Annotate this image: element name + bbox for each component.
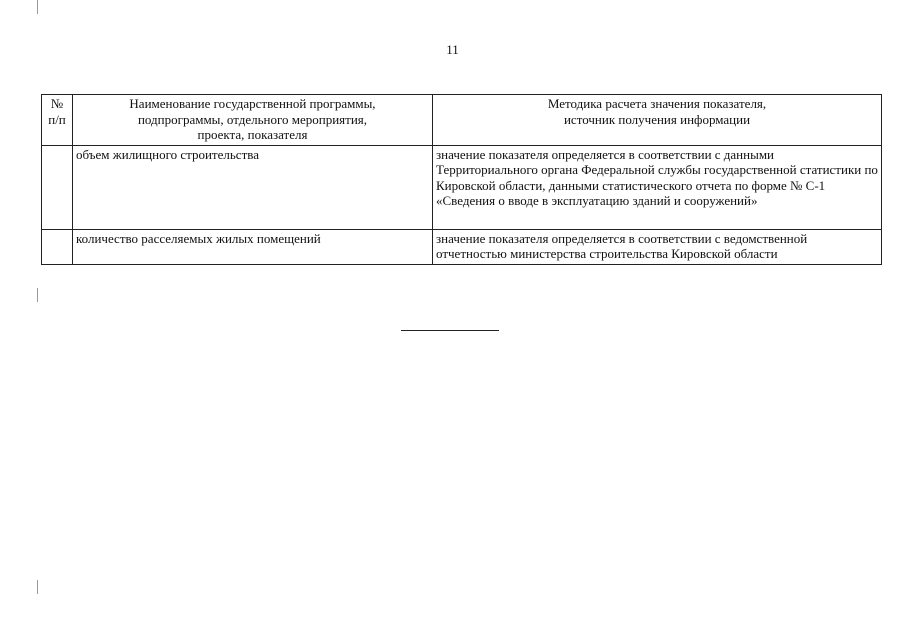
row-number-cell (42, 145, 73, 229)
method-cell (433, 145, 882, 229)
row-number-cell (42, 229, 73, 264)
header-name (73, 95, 433, 146)
indicator-name: количество расселяемых жилых помещений (76, 230, 321, 246)
header-number-label: № п/п (48, 96, 66, 127)
header-method (433, 95, 882, 146)
table-row (42, 229, 882, 264)
method-text: значение показателя определяется в соответствии с данными Территориального органа Федеральной службы государственной статистики по Кировской области, данными статистического отчета по форме № С-1 «Сведения о вводе в эксплуатацию зданий и сооружений» (436, 146, 878, 208)
scan-edge-mark (37, 580, 38, 594)
indicator-name-cell (73, 145, 433, 229)
table-row (42, 145, 882, 229)
header-number (42, 95, 73, 146)
indicator-methodology-table (41, 94, 882, 265)
table-header-row (42, 95, 882, 146)
indicator-name-cell (73, 229, 433, 264)
method-cell (433, 229, 882, 264)
indicator-name: объем жилищного строительства (76, 146, 259, 162)
page-number: 11 (446, 42, 459, 57)
header-method-label: Методика расчета значения показателя, источник получения информации (547, 96, 767, 127)
method-text: значение показателя определяется в соответствии с ведомственной отчетностью министерства строительства Кировской области (436, 230, 808, 261)
end-separator-line (401, 330, 499, 331)
scan-edge-mark (37, 288, 38, 302)
header-name-label: Наименование государственной программы, подпрограммы, отдельного мероприятия, проекта, показателя (129, 96, 376, 142)
scan-edge-mark (37, 0, 38, 14)
